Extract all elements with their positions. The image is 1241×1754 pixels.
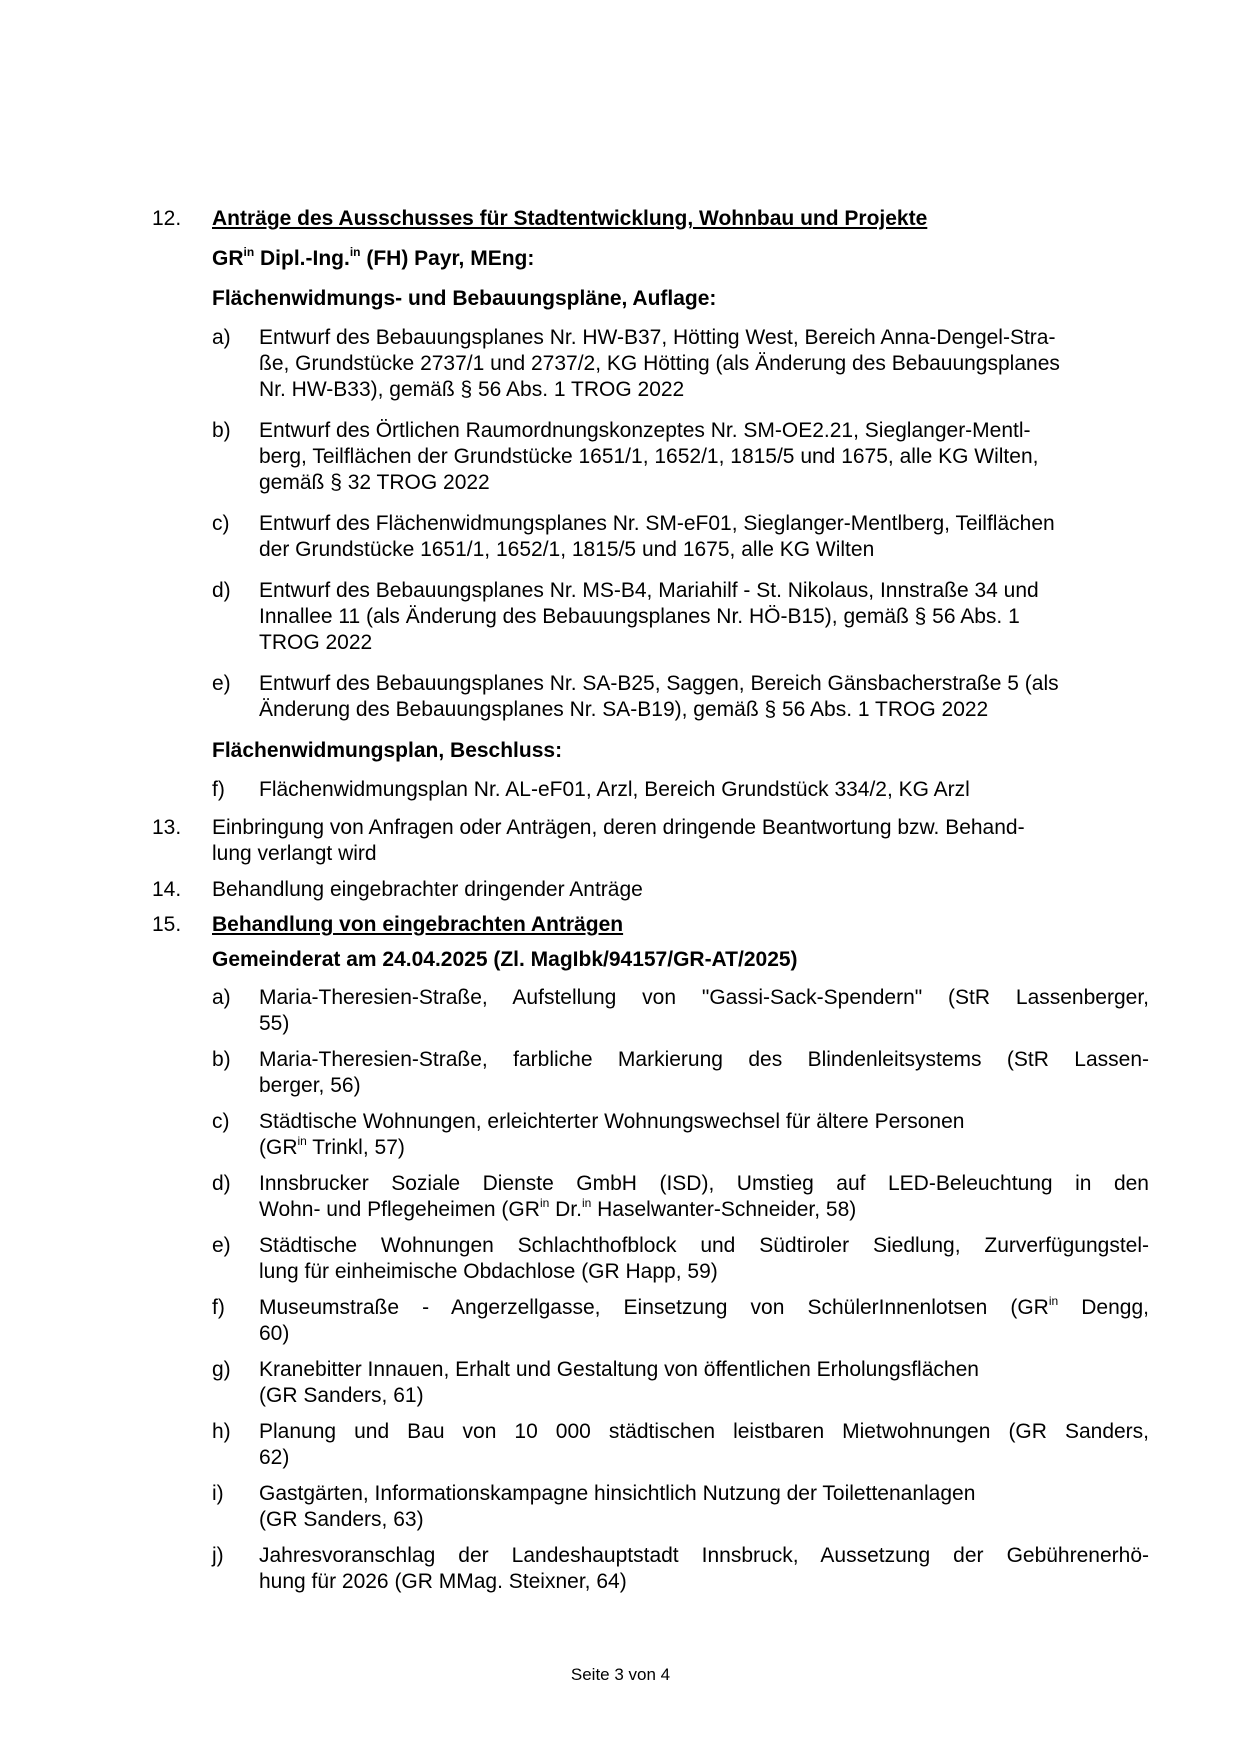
section-title: Anträge des Ausschusses für Stadtentwicklung, Wohnbau und Projekte	[212, 207, 928, 230]
item-text: Kranebitter Innauen, Erhalt und Gestaltung von öffentlichen Erholungsflächen (GR Sanders, 61)	[259, 1358, 979, 1407]
item-text: Entwurf des Bebauungsplanes Nr. HW-B37, Hötting West, Bereich Anna-Dengel-Stra- ße, Grundstücke 2737/1 und 2737/2, KG Hötting (als Änderung des Bebauungsplanes Nr. HW-B33), gemäß § 56 Abs. 1 TROG 2022	[259, 326, 1060, 401]
item-text: Entwurf des Bebauungsplanes Nr. MS-B4, Mariahilf - St. Nikolaus, Innstraße 34 und Innallee 11 (als Änderung des Bebauungsplanes Nr. HÖ-B15), gemäß § 56 Abs. 1 TROG 2022	[259, 579, 1039, 654]
item-text: Planung und Bau von 10 000 städtischen leistbaren Mietwohnungen (GR Sanders, 62)	[259, 1420, 1149, 1469]
item-text: Entwurf des Bebauungsplanes Nr. SA-B25, Saggen, Bereich Gänsbacherstraße 5 (als Änderung des Bebauungsplanes Nr. SA-B19), gemäß § 56 Abs. 1 TROG 2022	[259, 672, 1059, 721]
item-letter: e)	[212, 672, 231, 695]
item-letter: i)	[212, 1482, 224, 1505]
item-text: Maria-Theresien-Straße, Aufstellung von "Gassi-Sack-Spendern" (StR Lassenberger, 55)	[259, 986, 1149, 1035]
item-letter: g)	[212, 1358, 231, 1381]
section-text: lung verlangt wird	[212, 842, 377, 865]
page-footer: Seite 3 von 4	[570, 1665, 671, 1684]
item-text: Museumstraße - Angerzellgasse, Einsetzung von SchülerInnenlotsen ($GR^{in}$ Dengg, 60)	[259, 1294, 1149, 1345]
item-letter: h)	[212, 1420, 231, 1443]
item-text: Städtische Wohnungen, erleichterter Wohnungswechsel für ältere Personen ($GR^{in}$ Trinkl, 57)	[259, 1110, 965, 1159]
section-text: Einbringung von Anfragen oder Anträgen, deren dringende Beantwortung bzw. Behand-	[212, 816, 1025, 839]
item-letter: c)	[212, 512, 230, 535]
section-title: Behandlung von eingebrachten Anträgen	[212, 913, 624, 936]
item-letter: a)	[212, 986, 231, 1009]
item-text: Entwurf des Örtlichen Raumordnungskonzeptes Nr. SM-OE2.21, Sieglanger-Mentl- berg, Teilflächen der Grundstücke 1651/1, 1652/1, 1815/5 und 1675, alle KG Wilten, gemäß § 32 TROG 2022	[259, 419, 1039, 494]
item-text: Entwurf des Flächenwidmungsplanes Nr. SM-eF01, Sieglanger-Mentlberg, Teilflächen der Grundstücke 1651/1, 1652/1, 1815/5 und 1675, alle KG Wilten	[259, 512, 1055, 561]
item-text: Innsbrucker Soziale Dienste GmbH (ISD), Umstieg auf LED-Beleuchtung in den Wohn- und Pflegeheimen ($GR^{in}$ Dr.$^{in}$ Haselwanter-Schneider, 58)	[259, 1172, 1149, 1221]
section-number: 13.	[152, 816, 182, 839]
item-text: Städtische Wohnungen Schlachthofblock und Südtiroler Siedlung, Zurverfügungstel- lung für einheimische Obdachlose (GR Happ, 59)	[259, 1234, 1149, 1283]
item-letter: d)	[212, 579, 231, 602]
item-letter: d)	[212, 1172, 231, 1195]
item-letter: f)	[212, 778, 225, 801]
item-text: Jahresvoranschlag der Landeshauptstadt Innsbruck, Aussetzung der Gebührenerhö- hung für 2026 (GR MMag. Steixner, 64)	[259, 1544, 1149, 1593]
item-text: Gastgärten, Informationskampagne hinsichtlich Nutzung der Toilettenanlagen (GR Sanders, 63)	[259, 1482, 976, 1531]
item-letter: f)	[212, 1296, 225, 1319]
section-text: Behandlung eingebrachter dringender Anträge	[212, 878, 643, 901]
item-text: Maria-Theresien-Straße, farbliche Markierung des Blindenleitsystems (StR Lassen- berger, 56)	[259, 1048, 1149, 1097]
subheading: Flächenwidmungsplan, Beschluss:	[212, 739, 563, 762]
subheading: Gemeinderat am 24.04.2025 (Zl. MagIbk/94157/GR-AT/2025)	[212, 948, 798, 971]
item-letter: c)	[212, 1110, 230, 1133]
item-letter: b)	[212, 1048, 231, 1071]
rapporteur: $GR^{in}$ Dipl.-Ing.$^{in}$ (FH) Payr, MEng:	[212, 245, 535, 270]
section-number: 15.	[152, 913, 182, 936]
section-number: 12.	[152, 207, 182, 230]
item-letter: e)	[212, 1234, 231, 1257]
item-text: Flächenwidmungsplan Nr. AL-eF01, Arzl, Bereich Grundstück 334/2, KG Arzl	[259, 778, 970, 801]
section-number: 14.	[152, 878, 182, 901]
item-letter: j)	[212, 1544, 224, 1567]
item-letter: b)	[212, 419, 231, 442]
subheading: Flächenwidmungs- und Bebauungspläne, Auflage:	[212, 287, 717, 310]
item-letter: a)	[212, 326, 231, 349]
